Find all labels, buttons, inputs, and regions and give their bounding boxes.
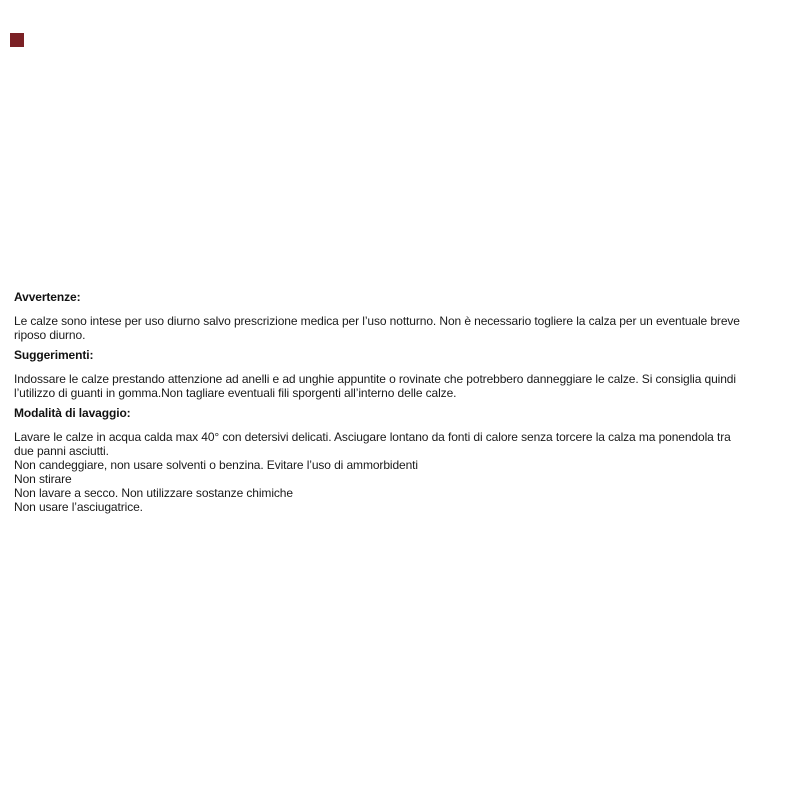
color-swatch xyxy=(10,33,24,47)
paragraph-line: Lavare le calze in acqua calda max 40° con detersivi delicati. Asciugare lontano da fonti di calore senza torcere la calza ma ponendola tra xyxy=(14,430,731,444)
paragraph-line: due panni asciutti. xyxy=(14,444,109,458)
paragraph-line: l’utilizzo di guanti in gomma.Non tagliare eventuali fili sporgenti all’interno delle calze. xyxy=(14,386,457,400)
paragraph-line: Non candeggiare, non usare solventi o benzina. Evitare l’uso di ammorbidenti xyxy=(14,458,418,472)
paragraph-line: Non stirare xyxy=(14,472,72,486)
paragraph-line: Non usare l’asciugatrice. xyxy=(14,500,143,514)
paragraph-line: Indossare le calze prestando attenzione ad anelli e ad unghie appuntite o rovinate che potrebbero danneggiare le calze. Si consiglia quindi xyxy=(14,372,736,386)
section-heading-modalita-di-lavaggio: Modalità di lavaggio: xyxy=(14,406,131,420)
paragraph-line: riposo diurno. xyxy=(14,328,86,342)
section-heading-avvertenze: Avvertenze: xyxy=(14,290,81,304)
paragraph-line: Non lavare a secco. Non utilizzare sostanze chimiche xyxy=(14,486,293,500)
section-heading-suggerimenti: Suggerimenti: xyxy=(14,348,94,362)
paragraph-line: Le calze sono intese per uso diurno salvo prescrizione medica per l’uso notturno. Non è necessario togliere la calza per un eventuale breve xyxy=(14,314,740,328)
care-instructions-document xyxy=(14,290,786,514)
